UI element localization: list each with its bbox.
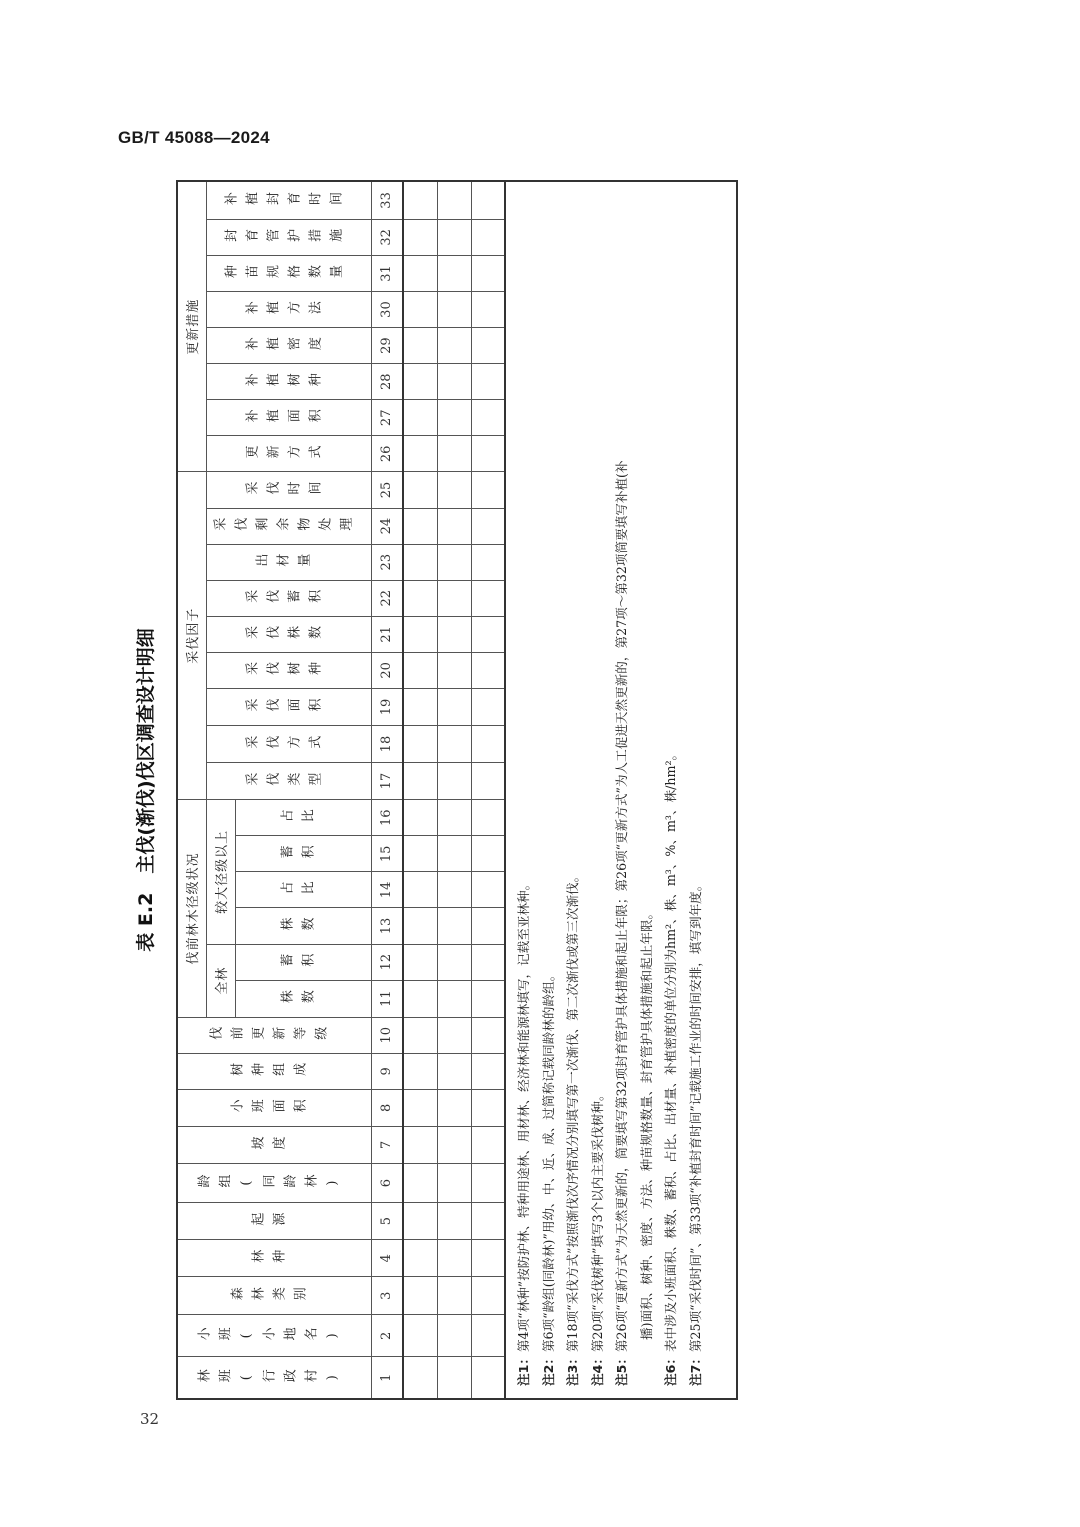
col-number: 33: [371, 181, 403, 219]
col-header-30: 补植方法: [206, 292, 371, 328]
col-number: 5: [371, 1203, 403, 1240]
col-header-21: 采伐株数: [206, 616, 371, 652]
column-number-row: [371, 181, 403, 1399]
group-pre-harvest: 伐前林木径级状况: [177, 800, 206, 1018]
col-number: 25: [371, 472, 403, 508]
col-header-19: 采伐面积: [206, 688, 371, 725]
col-number: 12: [371, 944, 403, 980]
col-header-31: 种苗规格数量: [206, 255, 371, 291]
col-number: 26: [371, 436, 403, 472]
col-number: 23: [371, 544, 403, 580]
col-number: 20: [371, 652, 403, 688]
col-header-2: 小班(小地名): [177, 1315, 371, 1357]
col-number: 22: [371, 580, 403, 616]
col-header-1: 林班(行政村): [177, 1357, 371, 1399]
note-5-continued: 播)面积、树种、密度、方法、种苗规格数量、封育管护具体措施和起止年限。: [638, 906, 654, 1340]
notes-section: [505, 181, 737, 1399]
col-header-9: 树种组成: [177, 1053, 371, 1089]
col-number: 7: [371, 1126, 403, 1163]
note-2: 注2：第6项“龄组(同龄林)”用幼、中、近、成、过简称记载同龄林的龄组。: [540, 968, 556, 1386]
note-7: 注7：第25项“采伐时间”、第33项“补植封育时间”记载施工作业的时间安排，填写到年度。: [687, 878, 703, 1386]
col-number: 13: [371, 908, 403, 944]
col-header-6: 龄组(同龄林): [177, 1164, 371, 1203]
col-header-29: 补植密度: [206, 328, 371, 364]
col-header-27: 补植面积: [206, 400, 371, 436]
table-row: [471, 181, 505, 1399]
col-header-26: 更新方式: [206, 436, 371, 472]
col-number: 10: [371, 1017, 403, 1053]
col-header-32: 封育管护措施: [206, 219, 371, 255]
col-header-4: 林种: [177, 1240, 371, 1277]
col-header-7: 坡度: [177, 1126, 371, 1163]
col-header-23: 出材量: [206, 544, 371, 580]
col-number: 30: [371, 292, 403, 328]
col-number: 17: [371, 763, 403, 800]
group-large-dbh: 较大径级以上: [206, 800, 235, 944]
col-header-25: 采伐时间: [206, 472, 371, 508]
col-number: 15: [371, 836, 403, 872]
col-header-8: 小班面积: [177, 1089, 371, 1126]
col-header-18: 采伐方式: [206, 726, 371, 763]
col-number: 9: [371, 1053, 403, 1089]
col-number: 4: [371, 1240, 403, 1277]
col-number: 31: [371, 255, 403, 291]
col-number: 28: [371, 364, 403, 400]
rotated-table-area: [116, 180, 736, 1400]
col-number: 1: [371, 1357, 403, 1399]
note-6: 注6：表中涉及小班面积、株数、蓄积、占比、出材量、补植密度的单位分别为hm²、株、m³、%、m³、株/hm²。: [663, 747, 678, 1386]
group-regeneration: 更新措施: [177, 181, 206, 472]
note-1: 注1：第4项“林种”按防护林、特种用途林、用材林、经济林和能源林填写，记载至亚林种。: [516, 877, 531, 1386]
col-number: 27: [371, 400, 403, 436]
col-number: 18: [371, 726, 403, 763]
col-number: 29: [371, 328, 403, 364]
col-number: 2: [371, 1315, 403, 1357]
note-5: 注5：第26项“更新方式”为天然更新的，简要填写第32项封育管护具体措施和起止年限；第26项“更新方式”为人工促进天然更新的，第27项～第32项简要填写补植(补: [614, 460, 629, 1386]
col-header-3: 森林类别: [177, 1277, 371, 1315]
col-number: 3: [371, 1277, 403, 1315]
col-header-10: 伐前更新等级: [177, 1017, 371, 1053]
col-header-14: 占比: [235, 872, 371, 908]
col-header-20: 采伐树种: [206, 652, 371, 688]
col-header-15: 蓄积: [235, 836, 371, 872]
col-number: 21: [371, 616, 403, 652]
col-header-33: 补植封育时间: [206, 181, 371, 219]
col-number: 6: [371, 1164, 403, 1203]
table-row: [437, 181, 471, 1399]
col-header-28: 补植树种: [206, 364, 371, 400]
col-header-11: 株数: [235, 980, 371, 1017]
col-header-22: 采伐蓄积: [206, 580, 371, 616]
group-harvest-factors: 采伐因子: [177, 472, 206, 800]
harvest-design-table: [176, 180, 738, 1400]
note-3: 注3：第18项“采伐方式”按照渐伐次序情况分别填写第一次渐伐、第二次渐伐或第三次渐伐。: [565, 869, 580, 1386]
note-4: 注4：第20项“采伐树种”填写3个以内主要采伐树种。: [589, 1088, 605, 1386]
standard-code: GB/T 45088—2024: [118, 128, 270, 147]
table-row: [403, 181, 437, 1399]
col-header-24: 采伐剩余物处理: [206, 508, 371, 544]
group-whole-stand: 全林: [206, 944, 235, 1017]
col-header-17: 采伐类型: [206, 763, 371, 800]
col-header-12: 蓄积: [235, 944, 371, 980]
col-number: 11: [371, 980, 403, 1017]
col-number: 8: [371, 1089, 403, 1126]
landscape-table-page: [116, 180, 736, 1400]
col-header-16: 占比: [235, 800, 371, 836]
col-number: 24: [371, 508, 403, 544]
col-header-5: 起源: [177, 1203, 371, 1240]
col-number: 14: [371, 872, 403, 908]
col-number: 16: [371, 800, 403, 836]
col-number: 19: [371, 688, 403, 725]
page-number: 32: [140, 1410, 160, 1428]
col-header-13: 株数: [235, 908, 371, 944]
col-number: 32: [371, 219, 403, 255]
table-title: 表 E.2 主伐(渐伐)伐区调查设计明细: [135, 628, 157, 952]
